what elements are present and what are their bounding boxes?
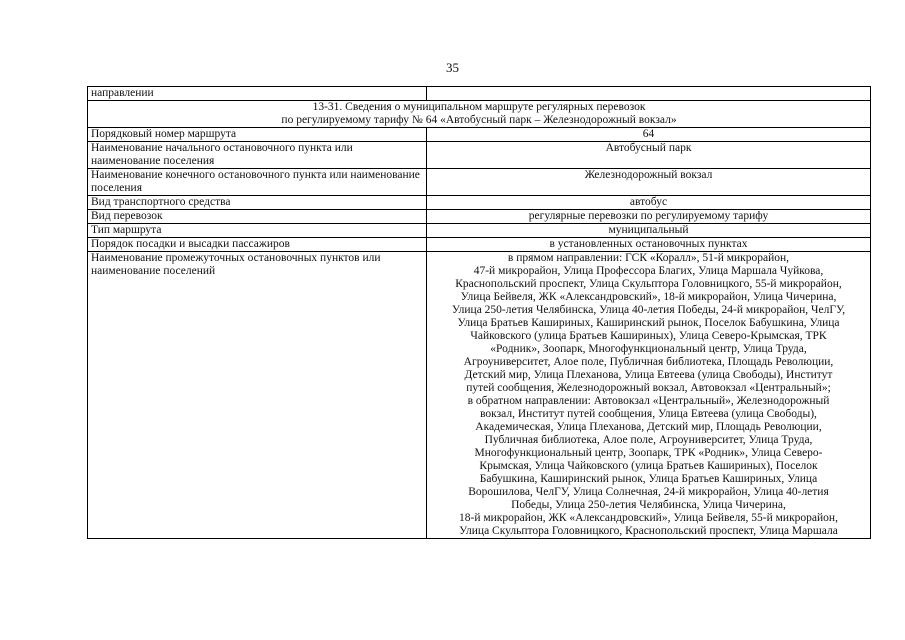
stops-line: «Родник», Зоопарк, Многофункциональный центр, Улица Труда, [490,343,807,355]
stops-line: в прямом направлении: ГСК «Коралл», 51-й микрорайон, [507,252,790,264]
row-value-start-stop: Автобусный парк [427,142,871,169]
section-title-line-2: по регулируемому тарифу № 64 «Автобусный парк – Железнодорожный вокзал» [281,114,677,126]
stops-line: Многофункциональный центр, Зоопарк, ТРК «Родник», Улица Северо- [474,447,823,459]
continuation-value [427,87,871,101]
section-title [88,101,871,128]
stops-line: Детский мир, Улица Плеханова, Улица Евтеева (улица Свободы), Институт [464,369,833,381]
route-info-table [87,86,871,539]
row-label-intermediate-stops: Наименование промежуточных остановочных пунктов или наименование поселений [88,252,427,539]
stops-row [88,252,871,539]
row-value-boarding-order: в установленных остановочных пунктах [427,238,871,252]
row-value-route-type: муниципальный [427,224,871,238]
row-value-vehicle-type: автобус [427,196,871,210]
stops-line: вокзал, Институт путей сообщения, Улица Евтеева (улица Свободы), [480,408,817,420]
table-row [88,224,871,238]
row-label-boarding-order: Порядок посадки и высадки пассажиров [88,238,427,252]
stops-line: Чайковского (улица Братьев Кашириных), Улица Северо-Крымская, ТРК [470,330,827,342]
stops-line: Улица Братьев Кашириных, Каширинский рынок, Поселок Бабушкина, Улица [457,317,840,329]
continuation-row [88,87,871,101]
row-value-end-stop: Железнодорожный вокзал [427,169,871,196]
stops-line: Улица 250-летия Челябинска, Улица 40-летия Победы, 24-й микрорайон, ЧелГУ, [451,304,846,316]
table-row [88,210,871,224]
table-row [88,128,871,142]
stops-line: Академическая, Улица Плеханова, Детский мир, Площадь Революции, [475,421,822,433]
intermediate-stops-list [427,252,871,539]
stops-line: Агроуниверситет, Алое поле, Публичная библиотека, Площадь Революции, [463,356,834,368]
table-row [88,238,871,252]
stops-line: Улица Бейвеля, ЖК «Александровский», 18-й микрорайон, Улица Чичерина, [460,291,837,303]
row-label-start-stop: Наименование начального остановочного пункта или наименование поселения [88,142,427,169]
table-row [88,169,871,196]
row-value-transport-kind: регулярные перевозки по регулируемому тарифу [427,210,871,224]
row-label-vehicle-type: Вид транспортного средства [88,196,427,210]
row-value-route-number: 64 [427,128,871,142]
stops-line: 18-й микрорайон, ЖК «Александровский», Улица Бейвеля, 55-й микрорайон, [459,512,838,524]
continuation-label: направлении [88,87,427,101]
stops-line: 47-й микрорайон, Улица Профессора Благих, Улица Маршала Чуйкова, [473,265,824,277]
stops-line: Ворошилова, ЧелГУ, Улица Солнечная, 24-й микрорайон, Улица 40-летия [468,486,829,498]
stops-line: Краснопольский проспект, Улица Скульптора Головницкого, 55-й микрорайон, [455,278,842,290]
table-row [88,196,871,210]
stops-line: путей сообщения, Железнодорожный вокзал, Автовокзал «Центральный»; [466,382,831,394]
table-row [88,142,871,169]
row-label-end-stop: Наименование конечного остановочного пункта или наименование поселения [88,169,427,196]
stops-line: в обратном направлении: Автовокзал «Центральный», Железнодорожный [467,395,830,407]
row-label-route-type: Тип маршрута [88,224,427,238]
stops-line: Крымская, Улица Чайковского (улица Братьев Кашириных), Поселок [479,460,818,472]
row-label-transport-kind: Вид перевозок [88,210,427,224]
stops-line: Улица Скульптора Головницкого, Краснопольский проспект, Улица Маршала [459,525,838,537]
stops-line: Бабушкина, Каширинский рынок, Улица Братьев Кашириных, Улица [479,473,818,485]
stops-line: Публичная библиотека, Алое поле, Агроуниверситет, Улица Труда, [484,434,813,446]
section-header-row [88,101,871,128]
section-title-line-1: 13-31. Сведения о муниципальном маршруте регулярных перевозок [312,101,646,113]
row-label-route-number: Порядковый номер маршрута [88,128,427,142]
stops-line: Победы, Улица 250-летия Челябинска, Улица Чичерина, [511,499,786,511]
page-number: 35 [446,60,459,75]
